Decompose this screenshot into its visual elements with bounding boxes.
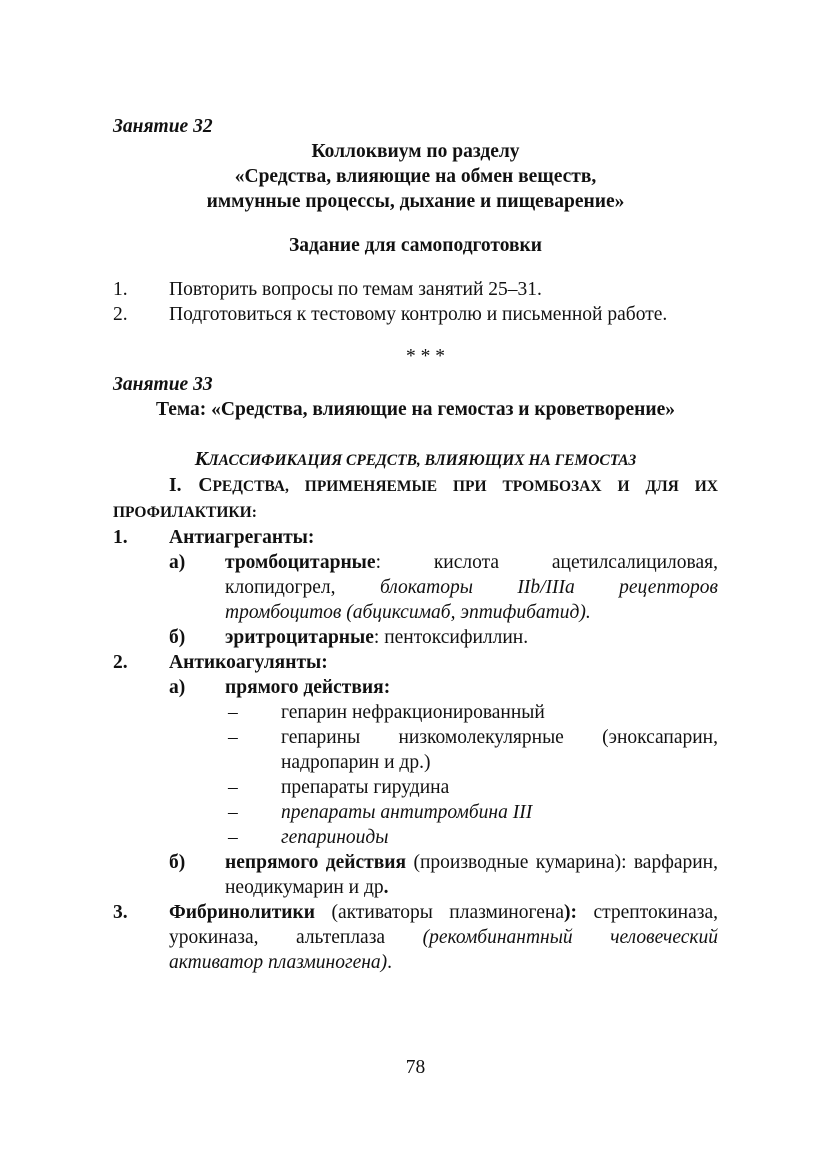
task-list xyxy=(113,277,718,327)
list-item xyxy=(113,302,718,327)
list-number: 1. xyxy=(113,279,128,300)
dash-text: препараты гирудина xyxy=(281,777,450,798)
dash-text: гепарины низкомолекулярные (эноксапарин, надропарин и др.) xyxy=(281,727,718,773)
dash-item xyxy=(113,825,718,850)
list-item xyxy=(113,525,718,550)
dash-item xyxy=(113,800,718,825)
dash-text: гепариноиды xyxy=(281,827,389,848)
separator: * * * xyxy=(406,346,445,367)
list-text: Повторить вопросы по темам занятий 25–31. xyxy=(169,279,542,300)
list-number: 1. xyxy=(113,527,128,548)
page-content xyxy=(113,114,718,975)
list-title: Антикоагулянты: xyxy=(169,652,328,673)
list-number: 2. xyxy=(113,304,128,325)
list-text: Подготовиться к тестовому контролю и письменной работе. xyxy=(169,304,668,325)
classification-heading: КЛАССИФИКАЦИЯ СРЕДСТВ, ВЛИЯЮЩИХ НА ГЕМОСТАЗ xyxy=(194,449,637,470)
sub-text: эритроцитарные: пентоксифиллин. xyxy=(225,627,529,648)
sub-text: тромбоцитарные: кислота ацетилсалициловая, клопидогрел, блокаторы IIb/IIIa рецепторов тромбоцитов (абциксимаб, эптифибатид). xyxy=(225,552,718,623)
group-heading: I. СРЕДСТВА, ПРИМЕНЯЕМЫЕ ПРИ ТРОМБОЗАХ И ДЛЯ ИХ ПРОФИЛАКТИКИ: xyxy=(113,475,718,521)
lesson-32-title xyxy=(113,139,718,214)
lesson-32-label: Занятие 32 xyxy=(113,116,213,137)
list-item xyxy=(113,650,718,675)
title-line: иммунные процессы, дыхание и пищеварение» xyxy=(206,191,625,212)
dash-mark: – xyxy=(228,702,238,723)
dash-text: препараты антитромбина III xyxy=(281,802,533,823)
list-item xyxy=(113,900,718,975)
sub-letter: б) xyxy=(169,852,186,873)
lesson-33-label: Занятие 33 xyxy=(113,374,213,395)
sub-text: непрямого действия (производные кумарина): варфарин, неодикумарин и др. xyxy=(225,852,718,898)
page-number: 78 xyxy=(405,1057,426,1078)
sub-letter: а) xyxy=(169,552,186,573)
title-line: Коллоквиум по разделу xyxy=(311,141,520,162)
dash-item xyxy=(113,775,718,800)
lesson-33-topic: Тема: «Средства, влияющие на гемостаз и кроветворение» xyxy=(155,399,676,420)
list-number: 2. xyxy=(113,652,128,673)
sub-text: прямого действия: xyxy=(225,677,391,698)
dash-mark: – xyxy=(228,727,238,748)
task-heading: Задание для самоподготовки xyxy=(288,235,543,256)
sub-item xyxy=(113,550,718,625)
dash-item xyxy=(113,725,718,775)
sub-item xyxy=(113,675,718,700)
list-number: 3. xyxy=(113,902,128,923)
title-line: «Средства, влияющие на обмен веществ, xyxy=(234,166,597,187)
list-text: Фибринолитики (активаторы плазминогена): стрептокиназа, урокиназа, альтеплаза (рекомбинантный человеческий активатор плазминогена). xyxy=(169,902,718,973)
sub-item xyxy=(113,850,718,900)
dash-mark: – xyxy=(228,777,238,798)
dash-mark: – xyxy=(228,827,238,848)
list-item xyxy=(113,277,718,302)
dash-item xyxy=(113,700,718,725)
sub-letter: б) xyxy=(169,627,186,648)
sub-letter: а) xyxy=(169,677,186,698)
dash-mark: – xyxy=(228,802,238,823)
list-title: Антиагреганты: xyxy=(169,527,315,548)
sub-item xyxy=(113,625,718,650)
dash-text: гепарин нефракционированный xyxy=(281,702,545,723)
